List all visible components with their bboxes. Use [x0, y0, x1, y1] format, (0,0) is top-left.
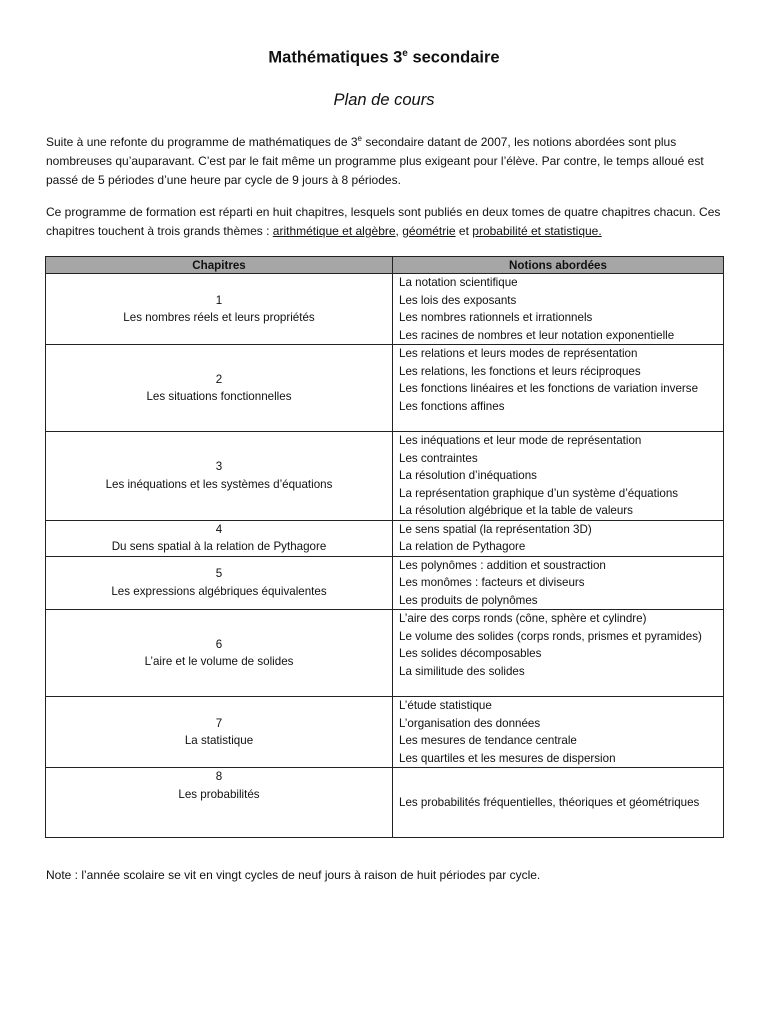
notion-item: Les monômes : facteurs et diviseurs: [399, 576, 585, 589]
notion-item: Les relations et leurs modes de représentation: [399, 347, 638, 360]
chapter-cell: [46, 432, 393, 521]
chapter-number: 4: [215, 522, 223, 536]
table-row: [46, 768, 724, 838]
notion-item: Les nombres rationnels et irrationnels: [399, 311, 593, 324]
table-row: [46, 520, 724, 556]
theme-geometry: géométrie: [402, 224, 456, 238]
chapter-cell: [46, 520, 393, 556]
header-chapitres: Chapitres: [46, 257, 393, 274]
notion-item: L’aire des corps ronds (cône, sphère et cylindre): [399, 612, 647, 625]
chapter-cell: [46, 345, 393, 432]
chapter-title: Les nombres réels et leurs propriétés: [123, 311, 315, 324]
table-row: [46, 697, 724, 768]
theme-probability-statistics: probabilité et statistique.: [472, 224, 602, 238]
course-plan-table: [45, 256, 724, 838]
chapter-title: Les probabilités: [178, 787, 260, 801]
chapter-number: 5: [215, 567, 223, 581]
chapter-title: L’aire et le volume de solides: [144, 655, 294, 668]
table-row: [46, 556, 724, 610]
chapter-cell: [46, 768, 393, 838]
notion-item: Les fonctions linéaires et les fonctions de variation inverse: [399, 382, 699, 395]
chapter-number: 8: [215, 770, 223, 783]
chapter-cell: [46, 556, 393, 610]
chapter-title: Du sens spatial à la relation de Pythagore: [111, 540, 327, 553]
notion-item: Les produits de polynômes: [399, 593, 538, 607]
notion-item: Le volume des solides (corps ronds, prismes et pyramides): [399, 629, 702, 643]
notions-cell: [393, 520, 724, 556]
notion-item: La relation de Pythagore: [399, 540, 526, 553]
chapter-title: Les expressions algébriques équivalentes: [111, 584, 327, 598]
notion-item: Les contraintes: [399, 451, 478, 465]
notions-cell: [393, 345, 724, 432]
notion-item: Les lois des exposants: [399, 293, 517, 307]
notions-cell: [393, 556, 724, 610]
notion-item: La représentation graphique d’un système d’équations: [399, 486, 679, 500]
notion-item: La résolution algébrique et la table de valeurs: [399, 504, 633, 517]
notions-cell: [393, 697, 724, 768]
notion-item: L’organisation des données: [399, 716, 541, 730]
chapter-number: 7: [215, 716, 223, 730]
notion-item: Les probabilités fréquentielles, théoriques et géométriques: [399, 795, 700, 809]
notion-item: Les fonctions affines: [399, 399, 505, 413]
chapter-number: 6: [215, 637, 223, 651]
chapter-title: Les inéquations et les systèmes d’équations: [105, 477, 333, 491]
notion-item: Le sens spatial (la représentation 3D): [399, 522, 592, 536]
chapter-number: 1: [215, 293, 223, 307]
notion-item: Les inéquations et leur mode de représentation: [399, 434, 642, 447]
notion-item: La similitude des solides: [399, 664, 525, 678]
notion-item: Les racines de nombres et leur notation exponentielle: [399, 328, 675, 342]
table-row: [46, 610, 724, 697]
table-row: [46, 274, 724, 345]
notion-item: L’étude statistique: [399, 699, 492, 712]
page-subtitle: Plan de cours: [333, 91, 435, 109]
chapter-title: La statistique: [184, 734, 254, 747]
notion-item: Les solides décomposables: [399, 647, 542, 660]
themes-paragraph: Ce programme de formation est réparti en huit chapitres, lesquels sont publiés en deux tomes de quatre chapitres chacun. Ces chapitres touchent à trois grands thèmes : arithmétique et algèbre, géométrie et probabilité et statistique.: [46, 205, 721, 238]
notions-cell: [393, 432, 724, 521]
footer-note: Note : l’année scolaire se vit en vingt cycles de neuf jours à raison de huit périodes par cycle.: [46, 868, 541, 882]
chapter-number: 2: [215, 372, 223, 386]
table-header-row: [46, 257, 724, 274]
notion-item: Les polynômes : addition et soustraction: [399, 558, 606, 572]
table-row: [46, 345, 724, 432]
chapter-number: 3: [215, 460, 223, 474]
notion-item: La résolution d’inéquations: [399, 469, 537, 482]
table-row: [46, 432, 724, 521]
header-notions: Notions abordées: [393, 257, 724, 274]
theme-arithmetic-algebra: arithmétique et algèbre: [272, 224, 396, 238]
notions-cell: [393, 274, 724, 345]
notions-cell: [393, 768, 724, 838]
notion-item: Les quartiles et les mesures de dispersion: [399, 751, 616, 765]
notion-item: Les mesures de tendance centrale: [399, 734, 577, 747]
chapter-title: Les situations fonctionnelles: [146, 390, 292, 403]
intro-paragraph: Suite à une refonte du programme de mathématiques de 3e secondaire datant de 2007, les notions abordées sont plus nombreuses qu’auparavant. C’est par le fait même un programme plus exigeant pour l’élève. Par contre, le temps alloué est passé de 5 périodes d’une heure par cycle de 9 jours à 8 périodes.: [46, 134, 704, 187]
chapter-cell: [46, 274, 393, 345]
chapter-cell: [46, 610, 393, 697]
notions-cell: [393, 610, 724, 697]
notion-item: Les relations, les fonctions et leurs réciproques: [399, 364, 641, 378]
chapter-cell: [46, 697, 393, 768]
notion-item: La notation scientifique: [399, 276, 518, 289]
page-title: Mathématiques 3e secondaire: [268, 48, 500, 67]
